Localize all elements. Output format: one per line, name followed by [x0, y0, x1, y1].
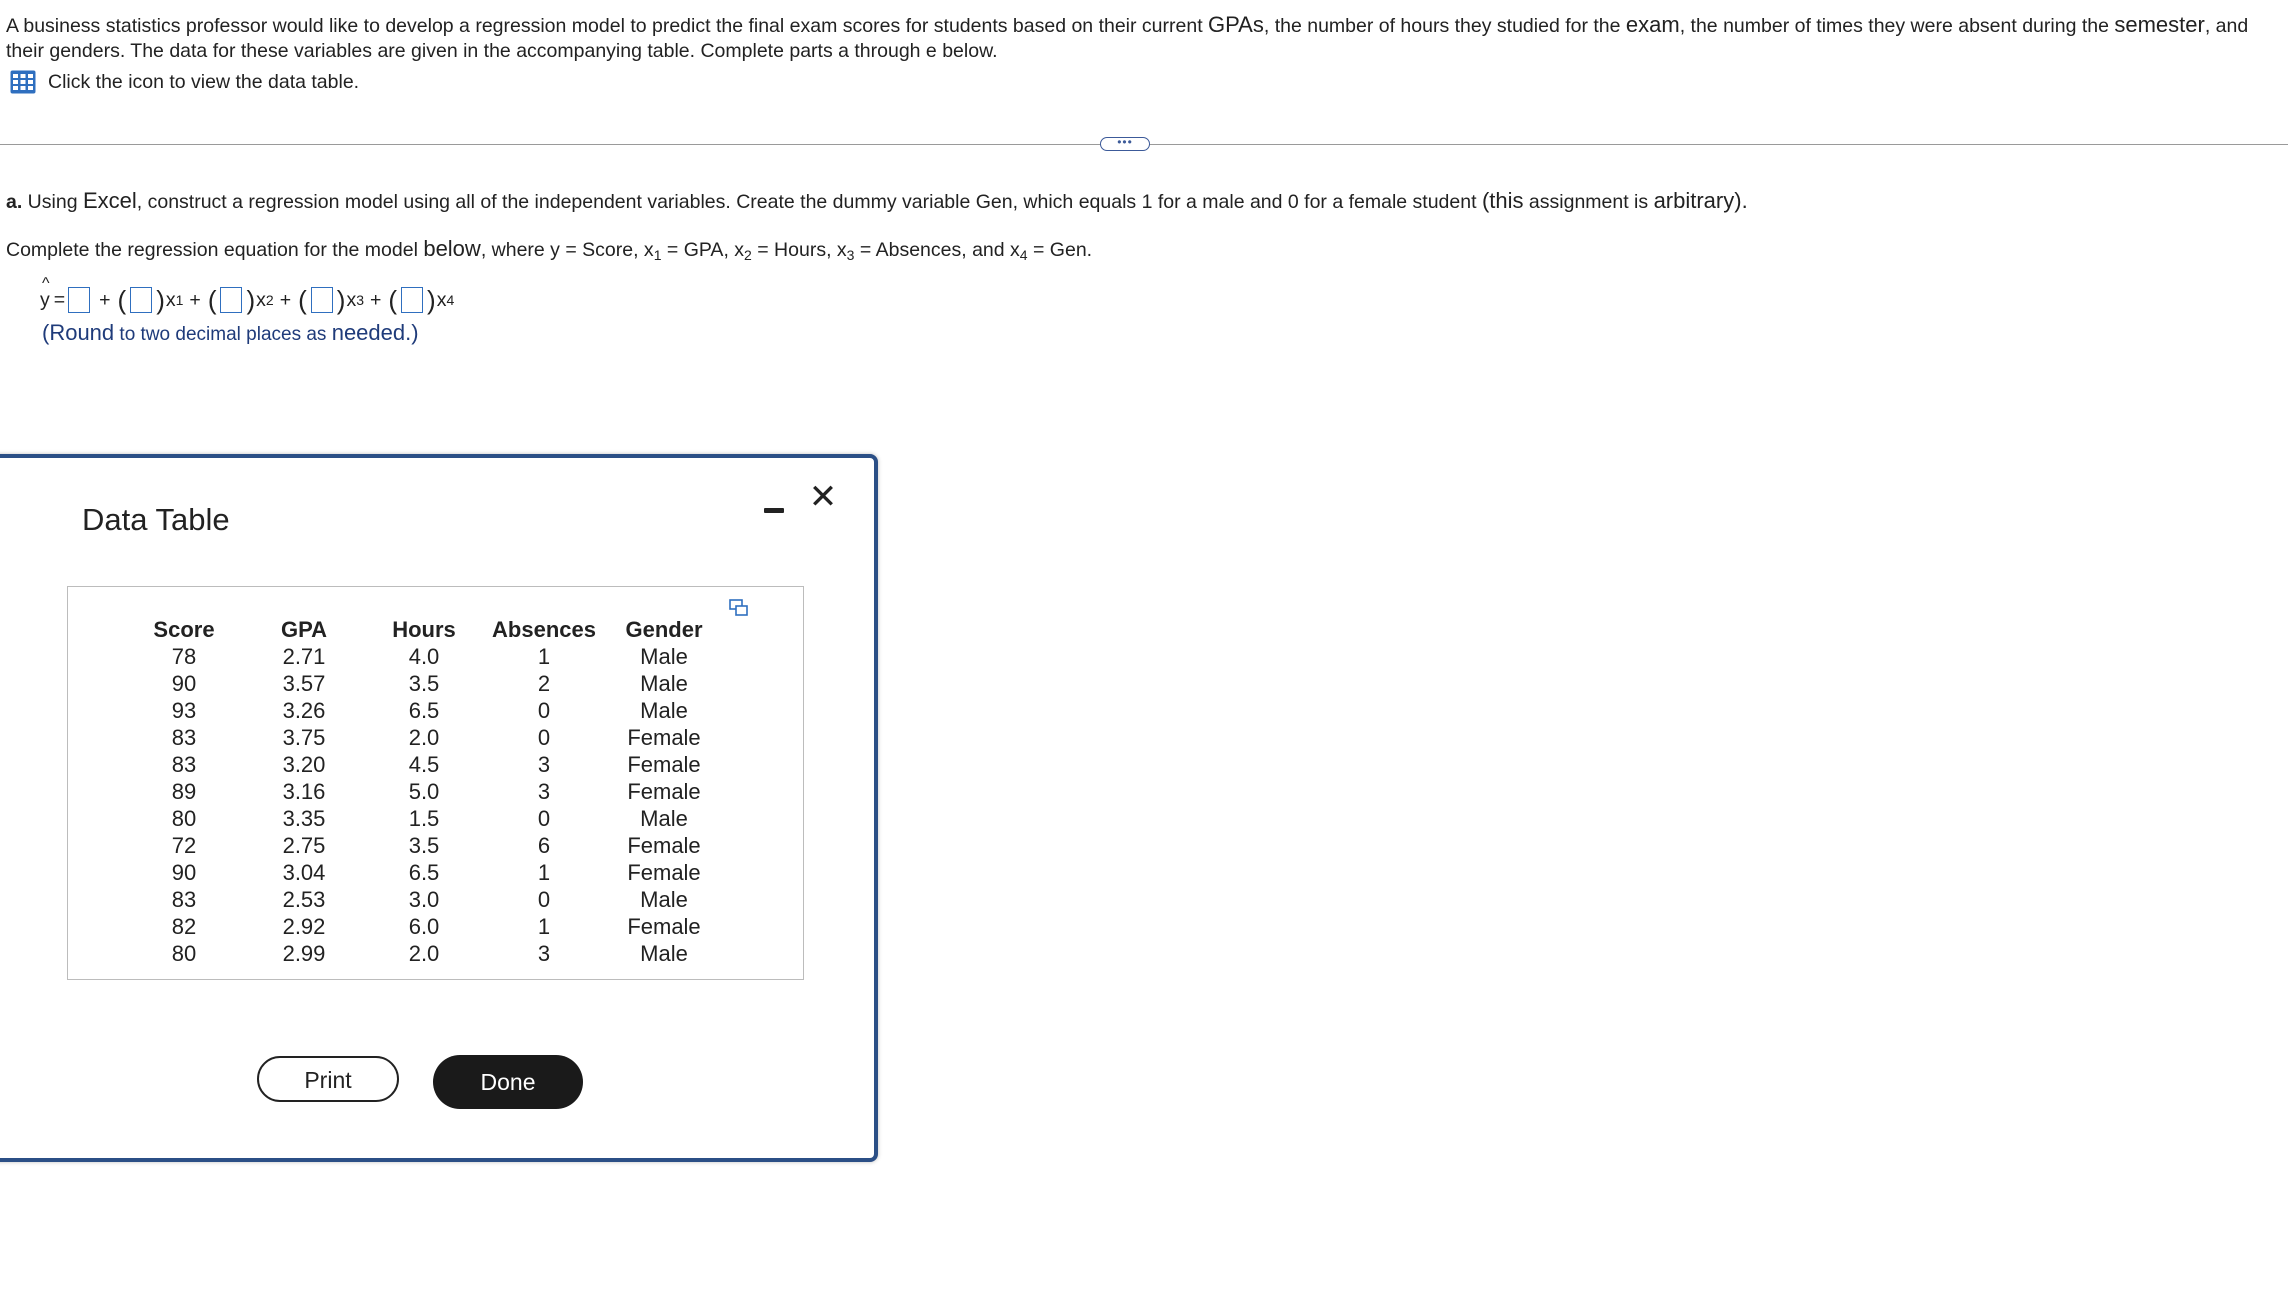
table-row	[124, 643, 724, 670]
part-a-text: Using	[22, 191, 83, 213]
table-cell: Female	[627, 859, 701, 885]
table-cell: 72	[171, 832, 197, 858]
table-cell: 3.20	[282, 751, 326, 777]
table-cell: 90	[171, 859, 197, 885]
data-table	[124, 616, 724, 967]
equals-sign: =	[53, 288, 66, 311]
table-cell: 3	[537, 751, 551, 777]
subscript: 4	[446, 292, 455, 308]
table-cell: 0	[537, 886, 551, 912]
table-cell: Male	[640, 643, 688, 669]
table-cell: 83	[171, 751, 197, 777]
table-cell: 2.53	[282, 886, 326, 912]
complete-text: below	[423, 236, 481, 261]
column-header: Hours	[392, 616, 456, 642]
table-row	[124, 697, 724, 724]
data-table-link[interactable]	[10, 70, 359, 94]
plus-sign: +	[279, 288, 292, 311]
rounding-note	[42, 320, 419, 346]
table-cell: Female	[627, 778, 701, 804]
complete-text: , where y = Score, x	[480, 239, 654, 261]
paren-open: (	[207, 285, 217, 315]
modal-title: Data Table	[82, 502, 230, 537]
table-cell: 0	[537, 805, 551, 831]
table-cell: Female	[627, 832, 701, 858]
table-cell: Female	[627, 751, 701, 777]
table-cell: 3.75	[282, 724, 326, 750]
table-cell: 2.99	[282, 940, 326, 966]
part-a-text: Excel	[82, 188, 137, 213]
table-cell: 83	[171, 724, 197, 750]
x4-symbol: x	[436, 288, 447, 311]
complete-text: = GPA, x	[661, 239, 745, 261]
paren-close: )	[156, 285, 165, 315]
table-row	[124, 670, 724, 697]
question-text-part: , the number of hours they studied for the	[1263, 15, 1626, 37]
table-cell: Male	[640, 670, 688, 696]
part-a-text: (this	[1481, 188, 1524, 213]
table-row	[124, 778, 724, 805]
table-row	[124, 724, 724, 751]
table-cell: 1	[537, 913, 551, 939]
table-row	[124, 913, 724, 940]
table-cell: 82	[171, 913, 197, 939]
y-symbol: y	[40, 288, 50, 311]
icon-hint-text: Click the icon to view the data table.	[48, 70, 360, 93]
table-cell: 6.0	[408, 913, 440, 939]
subscript: 1	[175, 292, 184, 308]
question-text-part: GPAs	[1208, 12, 1264, 37]
table-header-row	[124, 616, 724, 643]
data-table-modal	[0, 454, 878, 1162]
table-cell: Male	[640, 886, 688, 912]
column-header: Absences	[492, 616, 596, 642]
question-text-part: , the number of times they were absent during the	[1679, 15, 2115, 37]
table-cell: 2.0	[408, 724, 440, 750]
table-cell: 4.0	[408, 643, 440, 669]
print-button[interactable]: Print	[257, 1056, 399, 1102]
hat-symbol: ^	[42, 274, 50, 292]
table-cell: Female	[627, 724, 701, 750]
table-row	[124, 940, 724, 967]
question-text-part: exam	[1625, 12, 1680, 37]
subscript: 2	[265, 292, 274, 308]
copy-icon[interactable]	[729, 599, 749, 617]
table-cell: 6.5	[408, 697, 440, 723]
table-cell: 5.0	[408, 778, 440, 804]
complete-text: = Hours, x	[751, 239, 847, 261]
table-cell: 3.35	[282, 805, 326, 831]
table-row	[124, 886, 724, 913]
table-cell: 83	[171, 886, 197, 912]
table-row	[124, 805, 724, 832]
table-cell: 1.5	[408, 805, 440, 831]
paren-open: (	[298, 285, 307, 315]
minimize-icon[interactable]	[762, 496, 786, 520]
complete-text: = Gen.	[1027, 239, 1093, 261]
question-text-part: A business statistics professor would like to develop a regression model to predict the final exam scores for students based on their current	[6, 15, 1209, 37]
rounding-note-part: needed.)	[331, 320, 419, 345]
table-cell: 80	[171, 805, 197, 831]
table-cell: 2.71	[282, 643, 326, 669]
part-a-instructions	[6, 188, 1748, 214]
coef-x3-input[interactable]	[311, 287, 333, 313]
table-cell: 89	[171, 778, 197, 804]
table-cell: 78	[171, 643, 197, 669]
question-text	[6, 12, 2276, 64]
part-a-text: assignment is	[1523, 191, 1654, 213]
table-cell: 90	[171, 670, 197, 696]
table-cell: 0	[537, 697, 551, 723]
coef-x2-input[interactable]	[220, 287, 242, 313]
table-cell: 3.5	[408, 670, 440, 696]
table-cell: 80	[171, 940, 197, 966]
coef-x1-input[interactable]	[130, 287, 152, 313]
table-row	[124, 859, 724, 886]
paren-open: (	[117, 285, 127, 315]
table-cell: 3.5	[408, 832, 440, 858]
paren-close: )	[336, 285, 346, 315]
y-hat	[40, 274, 50, 312]
table-cell: 6.5	[408, 859, 440, 885]
table-cell: 3	[537, 778, 551, 804]
table-cell: 3.26	[282, 697, 326, 723]
table-icon[interactable]	[10, 70, 36, 94]
subscript: 3	[356, 292, 364, 308]
plus-sign: +	[189, 288, 201, 311]
table-cell: 1	[537, 859, 551, 885]
table-cell: 2	[537, 670, 551, 696]
question-text-part: semester	[2114, 12, 2205, 37]
table-row	[124, 832, 724, 859]
table-row	[124, 751, 724, 778]
subscript: 3	[846, 247, 855, 263]
x2-symbol: x	[256, 288, 266, 311]
table-cell: 3	[537, 940, 551, 966]
close-icon[interactable]: ✕	[808, 478, 838, 516]
regression-equation	[40, 274, 455, 315]
table-cell: 1	[537, 643, 551, 669]
part-label: a.	[6, 191, 23, 213]
data-table-container	[67, 586, 804, 980]
table-cell: 3.0	[408, 886, 440, 912]
part-a-text: arbitrary).	[1653, 188, 1748, 213]
column-header: Gender	[625, 616, 703, 642]
column-header: GPA	[280, 616, 328, 642]
complete-instructions	[6, 236, 1092, 263]
table-cell: 3.16	[282, 778, 326, 804]
paren-close: )	[427, 285, 436, 315]
table-cell: Female	[627, 913, 701, 939]
table-cell: Male	[640, 697, 688, 723]
rounding-note-part: (Round	[42, 320, 115, 345]
intercept-input[interactable]	[68, 287, 90, 313]
table-cell: 2.92	[282, 913, 326, 939]
done-button[interactable]: Done	[433, 1055, 583, 1109]
paren-open: (	[388, 285, 398, 315]
complete-text: Complete the regression equation for the model	[6, 239, 424, 261]
table-cell: 6	[537, 832, 551, 858]
table-cell: 3.04	[282, 859, 326, 885]
table-cell: Male	[640, 940, 688, 966]
part-a-text: , construct a regression model using all of the independent variables. Create the dummy variable Gen, which equals 1 for a male and 0 for a female student	[136, 191, 1482, 213]
table-cell: 2.75	[282, 832, 326, 858]
question-text-part: , and their genders. The data for these variables are given in the accompanying table. Complete parts a through e below.	[6, 15, 2249, 62]
table-cell: Male	[640, 805, 688, 831]
rounding-note-part: to two decimal places as	[114, 324, 332, 345]
x3-symbol: x	[346, 288, 357, 311]
table-cell: 2.0	[408, 940, 440, 966]
table-cell: 3.57	[282, 670, 326, 696]
table-cell: 93	[171, 697, 197, 723]
table-cell: 0	[537, 724, 551, 750]
subscript: 1	[653, 247, 662, 263]
subscript: 4	[1019, 247, 1028, 263]
more-button[interactable]: •••	[1100, 137, 1150, 151]
complete-text: = Absences, and x	[854, 239, 1020, 261]
column-header: Score	[153, 616, 215, 642]
subscript: 2	[744, 247, 752, 263]
table-cell: 4.5	[408, 751, 440, 777]
plus-sign: +	[99, 288, 111, 311]
paren-close: )	[246, 285, 256, 315]
plus-sign: +	[369, 288, 382, 311]
coef-x4-input[interactable]	[401, 287, 423, 313]
x1-symbol: x	[165, 288, 176, 311]
